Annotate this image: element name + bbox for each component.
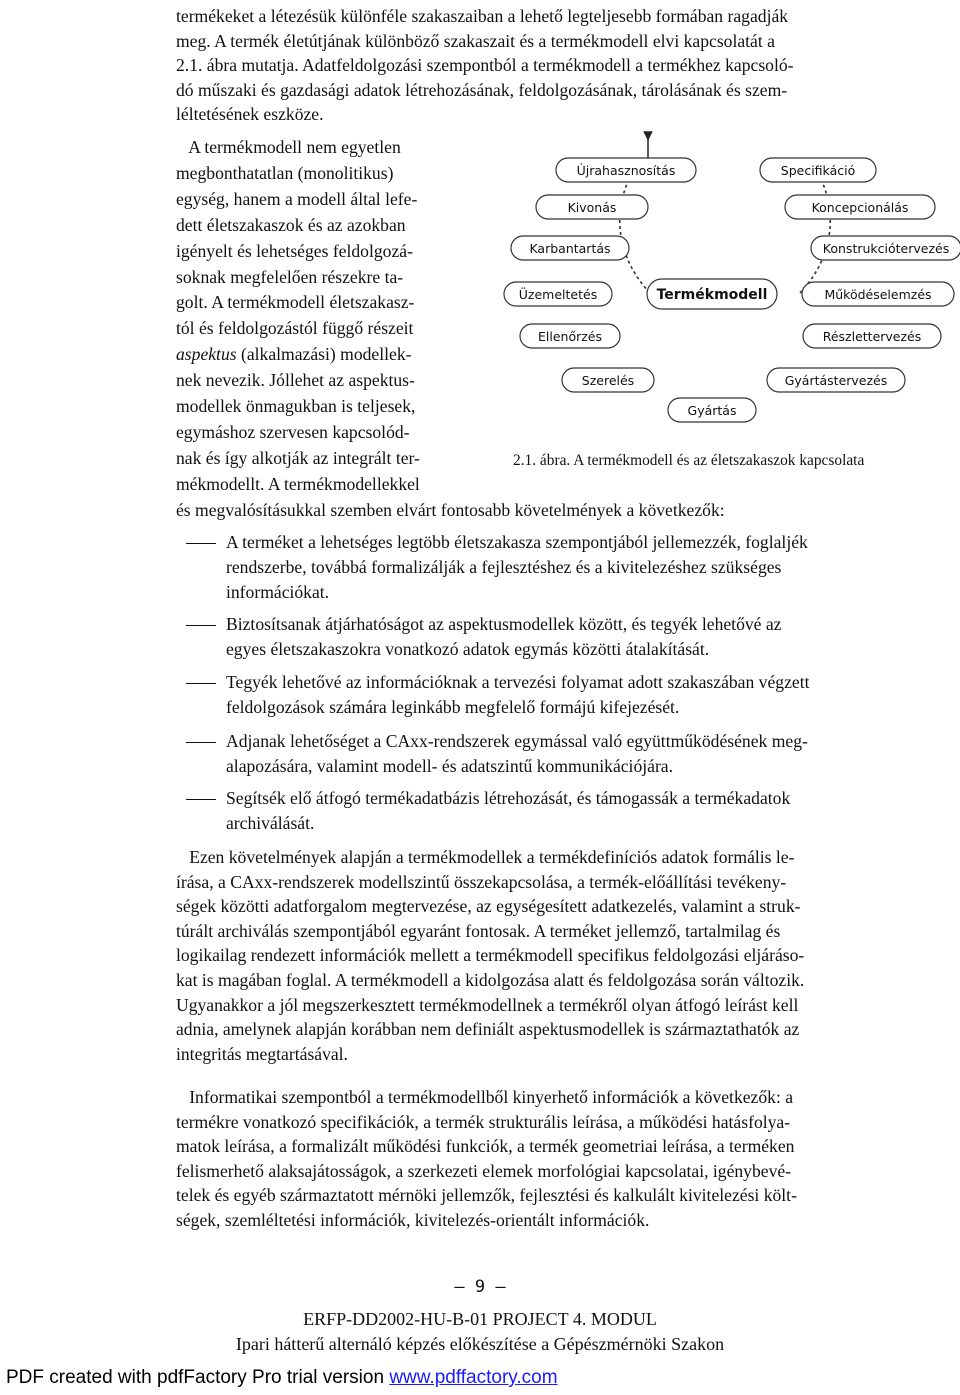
stage-left-3-label: Üzemeltetés <box>518 287 598 302</box>
text-segment: igényelt és lehetséges feldolgozá- <box>176 240 413 261</box>
text-line: ségek közötti adatforgalom megtervezése, az egységesített adatkezelés, valamint a struk- <box>176 896 801 917</box>
stage-left-4-label: Ellenőrzés <box>537 329 603 344</box>
text-segment: megbonthatatlan (monolitikus) <box>176 162 394 183</box>
text-line <box>176 446 420 472</box>
text-line: kat is magában foglal. A termékmodell a kidolgozása alatt és feldolgozása során változik. <box>176 970 805 990</box>
stage-right-0-label: Specifikáció <box>780 163 856 178</box>
text-line: írása, a CAxx-rendszerek modellszintű összekapcsolása, a termék-előállítási tevékeny- <box>176 871 787 892</box>
stage-left-1-label: Kivonás <box>567 200 617 215</box>
stage-right-4 <box>803 324 941 348</box>
text-line <box>176 135 401 161</box>
text-line: 2.1. ábra mutatja. Adatfeldolgozási szempontból a termékmodell a termékhez kapcsoló- <box>176 55 794 76</box>
text-line: integritás megtartásával. <box>176 1043 348 1064</box>
text-segment: egymáshoz szervesen kapcsolód- <box>176 421 410 442</box>
stage-right-0 <box>760 158 876 182</box>
lifecycle-figure <box>500 128 960 436</box>
stage-left-2 <box>511 236 629 260</box>
figure-labels <box>504 158 960 422</box>
text-line <box>176 187 417 213</box>
text-line: dó műszaki és gazdasági adatok létrehozásának, feldolgozásának, tárolásának és szem- <box>176 79 788 100</box>
stage-right-4-label: Részlettervezés <box>822 329 922 344</box>
text-segment: soknak megfelelően részekre ta- <box>176 266 404 287</box>
text-segment: nek nevezik. Jóllehet az aspektus- <box>176 370 415 391</box>
footer-course: Ipari hátterű alternáló képzés előkészítése a Gépészmérnöki Szakon <box>235 1334 725 1354</box>
bullet-dash <box>186 625 216 626</box>
bullet-text-line: A terméket a lehetséges legtöbb életszakasza szempontjából jellemezzék, foglaljék <box>226 532 808 552</box>
stage-right-1-label: Koncepcionálás <box>811 200 909 215</box>
text-line <box>176 394 415 420</box>
text-line <box>176 290 414 316</box>
stage-left-5-label: Szerelés <box>581 373 635 388</box>
text-line: ségek, szemléltetési információk, kivitelezés-orientált információk. <box>176 1210 650 1230</box>
text-line: logikailag rendezett információk mellett a termékmodell specifikus feldolgozási eljáráso- <box>176 945 805 966</box>
text-line: túrált archiválás szempontjából egyaránt fontosak. A terméket jellemző, tartalmilag és <box>176 920 781 941</box>
text-line: termékeket a létezésük különféle szakaszaiban a lehető legteljesebb formában ragadják <box>176 6 789 26</box>
bullet-text-line: Adjanak lehetőséget a CAxx-rendszerek egymással való együttműködésének meg- <box>226 731 808 751</box>
bullet-dash <box>186 683 216 684</box>
text-line <box>176 472 420 498</box>
stage-left-1 <box>536 195 648 219</box>
text-line <box>176 161 393 187</box>
text-line: matok leírása, a formalizált működési funkciók, a termék geometriai leírása, a terméken <box>176 1136 795 1157</box>
text-line <box>176 420 410 446</box>
bullet-dash <box>186 742 216 743</box>
text-line <box>176 368 415 394</box>
stage-right-5-label: Gyártástervezés <box>784 373 888 388</box>
text-line: meg. A termék életútjának különböző szakaszait és a termékmodell elvi kapcsolatát a <box>176 30 775 51</box>
bullet-text-line: feldolgozások számára leginkább megfelelő formájú kifejezését. <box>226 697 680 717</box>
stage-left-5 <box>562 368 654 392</box>
paragraph-continuation: és megvalósításukkal szemben elvárt fontosabb követelmények a következők: <box>176 500 725 520</box>
bullet-text-line: egyes életszakaszokra vonatkozó adatok egymás közötti átalakítását. <box>226 639 710 659</box>
text-line <box>176 342 411 368</box>
stage-right-3-label: Működéselemzés <box>824 287 932 302</box>
stage-left-0 <box>556 158 696 182</box>
product-model-center <box>647 279 777 309</box>
bullet-text-line: alapozására, valamint modell- és adatszintű kommunikációjára. <box>226 756 674 776</box>
bullet-dash <box>186 543 216 544</box>
stage-right-2 <box>811 236 960 260</box>
text-segment: dett életszakaszok és az azokban <box>176 214 406 235</box>
footer-project: ERFP-DD2002-HU-B-01 PROJECT 4. MODUL <box>303 1309 657 1329</box>
bullet-dash <box>186 799 216 800</box>
text-segment: (alkalmazási) modellek- <box>236 344 412 365</box>
pdf-notice-text: PDF created with pdfFactory Pro trial version <box>6 1367 385 1388</box>
bullet-text-line: archiválását. <box>226 813 315 833</box>
text-segment: nak és így alkotják az integrált ter- <box>176 447 420 468</box>
emphasis-term: aspektus <box>176 344 237 365</box>
stage-left-0-label: Újrahasznosítás <box>576 163 676 178</box>
bullet-text-line: információkat. <box>226 582 330 602</box>
text-segment: egység, hanem a modell által lefe- <box>176 188 418 209</box>
text-segment: modellek önmagukban is teljesek, <box>176 396 416 416</box>
text-line: adnia, amelynek alapján korábban nem definiált aspektusmodellek is származtathatók az <box>176 1019 800 1040</box>
text-line: Ezen követelmények alapján a termékmodellek a termékdefiníciós adatok formális le- <box>176 847 795 867</box>
pdffactory-link[interactable]: www.pdffactory.com <box>389 1367 558 1388</box>
text-segment: A termékmodell nem egyetlen <box>176 137 401 157</box>
stage-right-3 <box>802 282 954 306</box>
page-number: – 9 – <box>454 1277 506 1297</box>
text-line <box>176 213 406 239</box>
figure-caption: 2.1. ábra. A termékmodell és az életszakaszok kapcsolata <box>513 452 865 469</box>
stage-right-1 <box>785 195 935 219</box>
text-line: léltetésének eszköze. <box>176 104 324 125</box>
product-model-center-label: Termékmodell <box>656 287 768 303</box>
bullet-text-line: rendszerbe, továbbá formalizálják a fejlesztéshez és a kivitelezéshez szükséges <box>226 557 782 577</box>
text-segment: golt. A termékmodell életszakasz- <box>176 292 415 313</box>
stage-bottom-label: Gyártás <box>687 403 737 418</box>
text-line: Informatikai szempontból a termékmodellből kinyerhető információk a következők: a <box>176 1087 794 1107</box>
text-line <box>176 265 403 291</box>
text-line: felismerhető alaksajátosságok, a szerkezeti elemek morfológiai kapcsolatai, igénybevé- <box>176 1160 792 1181</box>
stage-right-2-label: Konstrukciótervezés <box>822 241 950 256</box>
text-line: telek és egyéb származtatott mérnöki jellemzők, fejlesztési és kalkulált kivitelezési költ- <box>176 1185 797 1206</box>
stage-left-3 <box>504 282 612 306</box>
bullet-text-line: Segítsék elő átfogó termékadatbázis létrehozását, és támogassák a termékadatok <box>226 788 791 808</box>
stage-left-2-label: Karbantartás <box>529 241 611 256</box>
text-line <box>176 239 413 265</box>
stage-bottom <box>668 398 756 422</box>
text-line: Ugyanakkor a jól megszerkesztett termékmodellnek a termékről olyan átfogó leírást kell <box>176 994 799 1015</box>
text-segment: tól és feldolgozástól függő részeit <box>176 318 414 339</box>
stage-left-4 <box>520 324 620 348</box>
text-line: termékre vonatkozó specifikációk, a termék strukturális leírása, a működési hatásfolya- <box>176 1111 791 1132</box>
bullet-text-line: Biztosítsanak átjárhatóságot az aspektusmodellek között, és tegyék lehetővé az <box>226 614 782 634</box>
pdf-notice <box>6 1367 558 1389</box>
bullet-text-line: Tegyék lehetővé az információknak a tervezési folyamat adott szakaszában végzett <box>226 672 810 692</box>
text-line <box>176 316 413 342</box>
stage-right-5 <box>767 368 905 392</box>
text-segment: mékmodellt. A termékmodellekkel <box>176 473 420 494</box>
